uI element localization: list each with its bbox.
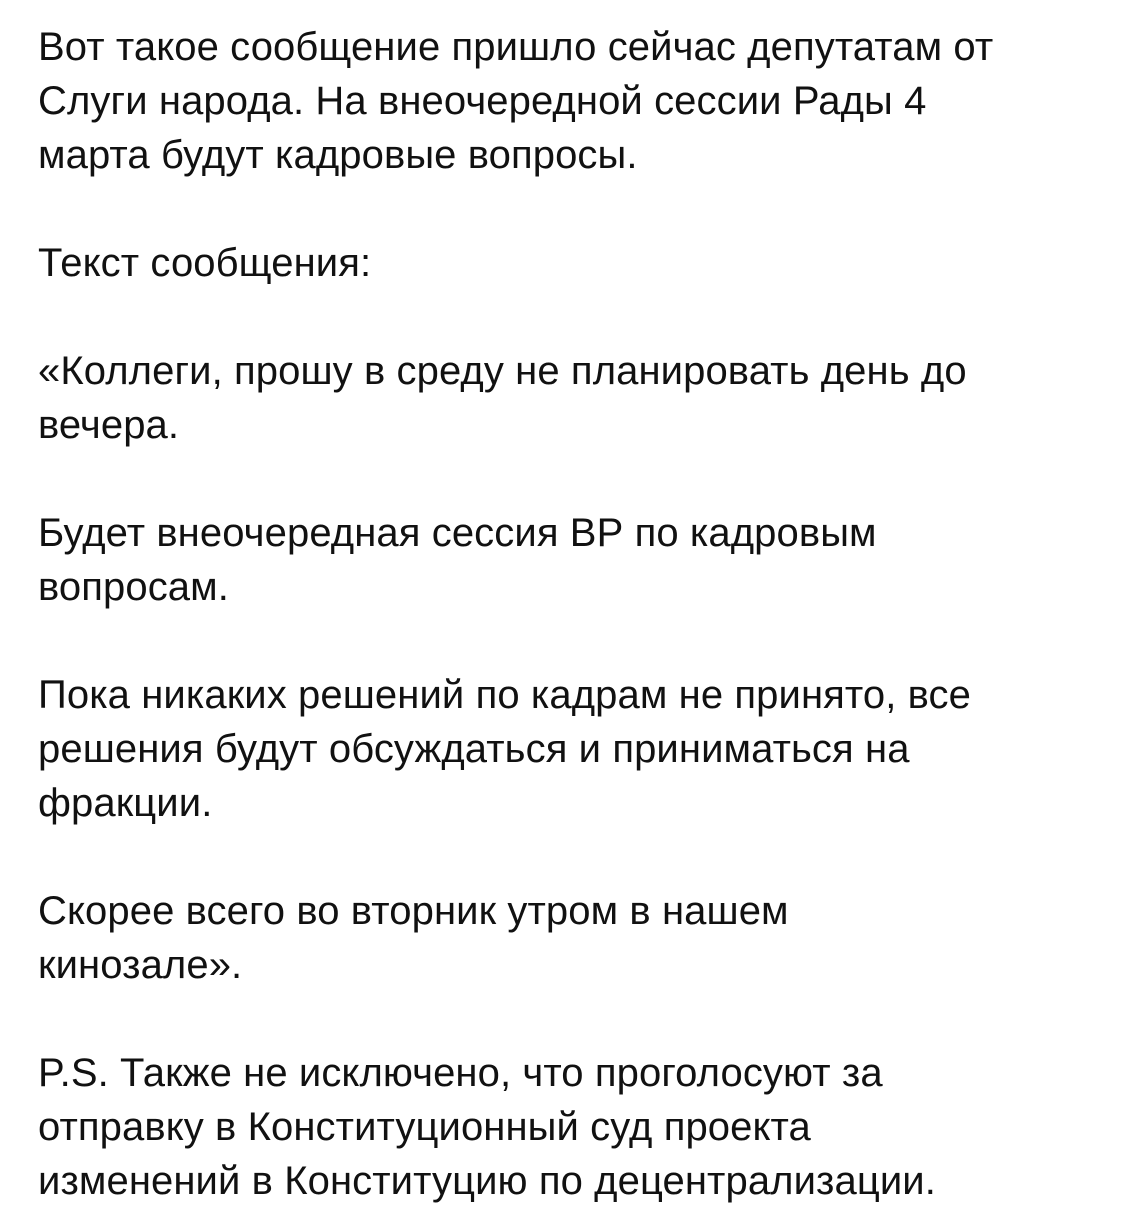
message-body[interactable]: [38, 20, 1098, 1208]
paragraph-session: [38, 506, 1098, 614]
paragraph-message-heading: [38, 236, 1098, 290]
text-line: кинозале».: [38, 943, 243, 987]
text-line: фракции.: [38, 781, 213, 825]
text-line: Пока никаких решений по кадрам не принято, все: [38, 673, 971, 717]
paragraph-meeting: [38, 884, 1098, 992]
text-line: P.S. Также не исключено, что проголосуют за: [38, 1051, 883, 1095]
text-line: изменений в Конституцию по децентрализации.: [38, 1159, 936, 1203]
paragraph-quote-start: [38, 344, 1098, 452]
paragraph-ps: [38, 1046, 1098, 1208]
paragraph-intro: [38, 20, 1098, 182]
text-line: «Коллеги, прошу в среду не планировать день до: [38, 349, 967, 393]
text-line: Текст сообщения:: [38, 241, 372, 285]
text-line: Вот такое сообщение пришло сейчас депутатам от: [38, 25, 994, 69]
text-line: Будет внеочередная сессия ВР по кадровым: [38, 511, 877, 555]
text-line: Слуги народа. На внеочередной сессии Рады 4: [38, 79, 927, 123]
text-line: Скорее всего во вторник утром в нашем: [38, 889, 789, 933]
text-line: отправку в Конституционный суд проекта: [38, 1105, 811, 1149]
text-line: вечера.: [38, 403, 180, 447]
paragraph-decisions: [38, 668, 1098, 830]
text-line: марта будут кадровые вопросы.: [38, 133, 638, 177]
text-line: вопросам.: [38, 565, 229, 609]
text-line: решения будут обсуждаться и приниматься на: [38, 727, 910, 771]
